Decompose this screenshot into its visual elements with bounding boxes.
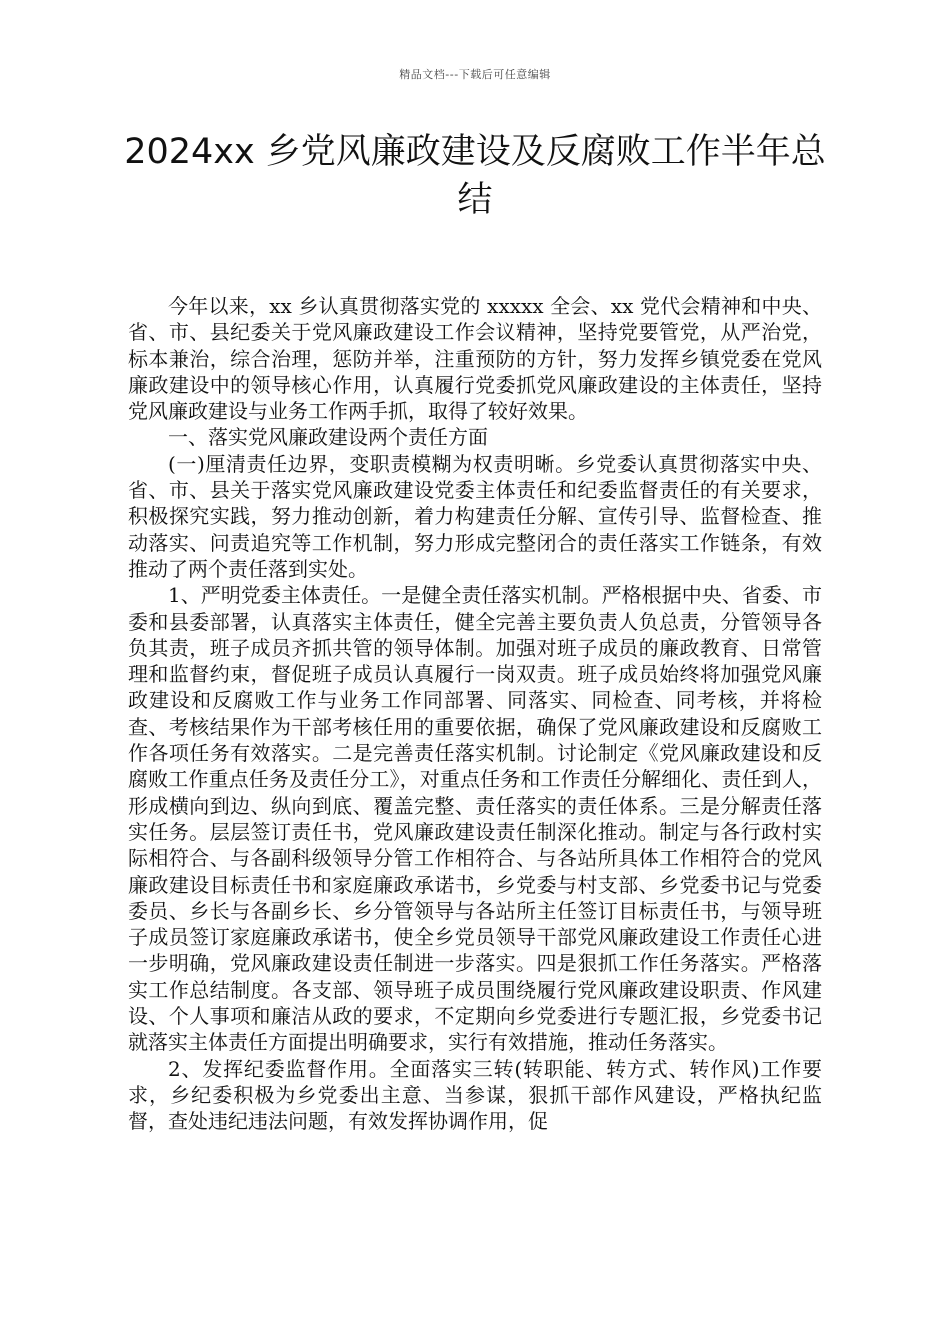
header-note: 精品文档---下载后可任意编辑 <box>399 68 551 81</box>
paragraph-intro: 今年以来，xx 乡认真贯彻落实党的 xxxxx 全会、xx 党代会精神和中央、省、市、县纪委关于党风廉政建设工作会议精神，坚持党要管党，从严治党，标本兼治，综合治理，惩防并举，注重预防的方针，努力发挥乡镇党委在党风廉政建设中的领导核心作用，认真履行党委抓党风廉政建设的主体责任，坚持党风廉政建设与业务工作两手抓，取得了较好效果。 <box>128 294 822 424</box>
paragraph-item-1: 1、严明党委主体责任。一是健全责任落实机制。严格根据中央、省委、市委和县委部署，认真落实主体责任，健全完善主要负责人负总责，分管领导各负其责，班子成员齐抓共管的领导体制。加强对班子成员的廉政教育、日常管理和监督约束，督促班子成员认真履行一岗双责。班子成员始终将加强党风廉政建设和反腐败工作与业务工作同部署、同落实、同检查、同考核，并将检查、考核结果作为干部考核任用的重要依据，确保了党风廉政建设和反腐败工作各项任务有效落实。二是完善责任落实机制。讨论制定《党风廉政建设和反腐败工作重点任务及责任分工》，对重点任务和工作责任分解细化、责任到人，形成横向到边、纵向到底、覆盖完整、责任落实的责任体系。三是分解责任落实任务。层层签订责任书，党风廉政建设责任制深化推动。制定与各行政村实际相符合、与各副科级领导分管工作相符合、与各站所具体工作相符合的党风廉政建设目标责任书和家庭廉政承诺书，乡党委与村支部、乡党委书记与党委委员、乡长与各副乡长、乡分管领导与各站所主任签订目标责任书，与领导班子成员签订家庭廉政承诺书，使全乡党员领导干部党风廉政建设工作责任心进一步明确，党风廉政建设责任制进一步落实。四是狠抓工作任务落实。严格落实工作总结制度。各支部、领导班子成员围绕履行党风廉政建设职责、作风建设、个人事项和廉洁从政的要求，不定期向乡党委进行专题汇报，乡党委书记就落实主体责任方面提出明确要求，实行有效措施，推动任务落实。 <box>128 583 822 1055</box>
document-body <box>128 293 822 1135</box>
paragraph-subsection-1: (一)厘清责任边界，变职责模糊为权责明晰。乡党委认真贯彻落实中央、省、市、县关于落实党风廉政建设党委主体责任和纪委监督责任的有关要求，积极探究实践，努力推动创新，着力构建责任分解、宣传引导、监督检查、推动落实、问责追究等工作机制，努力形成完整闭合的责任落实工作链条，有效推动了两个责任落到实处。 <box>128 451 822 581</box>
document-title: 2024xx 乡党风廉政建设及反腐败工作半年总结 <box>124 132 826 220</box>
section-heading: 一、落实党风廉政建设两个责任方面 <box>168 425 488 450</box>
paragraph-item-2: 2、发挥纪委监督作用。全面落实三转(转职能、转方式、转作风)工作要求，乡纪委积极为乡党委出主意、当参谋，狠抓干部作风建设，严格执纪监督，查处违纪违法问题，有效发挥协调作用，促 <box>128 1056 822 1134</box>
